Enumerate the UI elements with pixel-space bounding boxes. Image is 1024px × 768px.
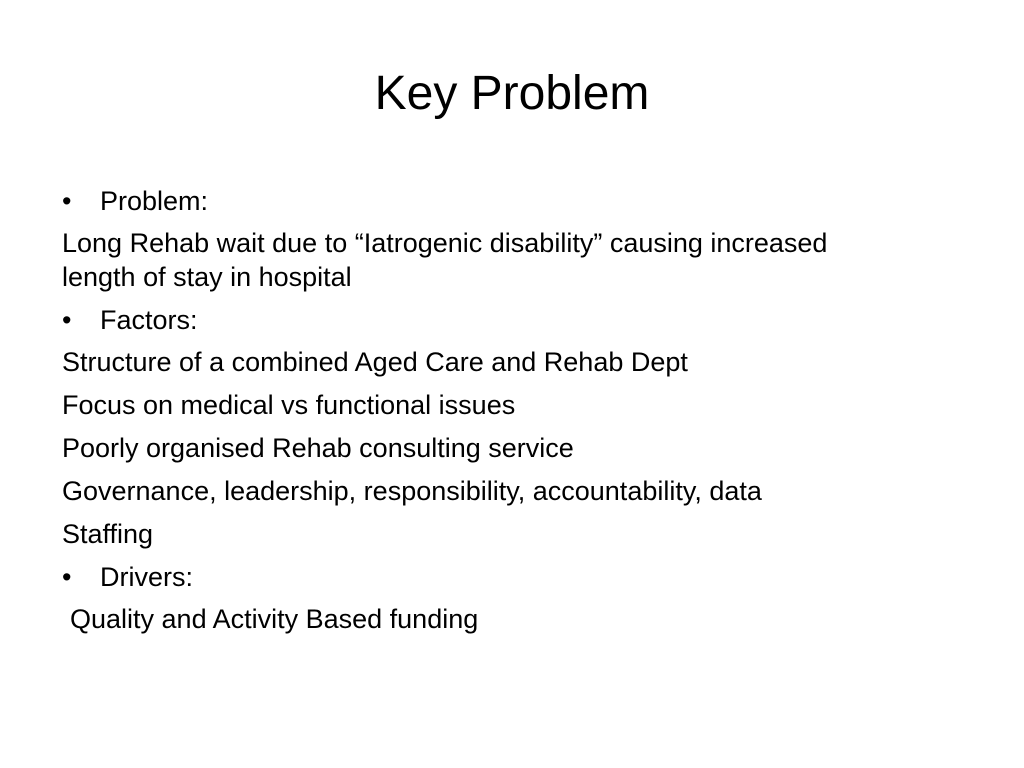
- bullet-item-drivers: [62, 560, 962, 594]
- slide-body: [62, 180, 962, 645]
- factor-line: Structure of a combined Aged Care and Rehab Dept: [62, 347, 688, 377]
- factor-line: Poorly organised Rehab consulting service: [62, 433, 574, 463]
- factor-line: Staffing: [62, 519, 154, 549]
- bullet-item-problem: [62, 184, 962, 218]
- bullet-item-factors: [62, 303, 962, 337]
- bullet-heading-drivers: Drivers:: [100, 562, 193, 592]
- slide-title: Key Problem: [374, 67, 650, 120]
- bullet-icon: •: [62, 305, 72, 335]
- factor-line: Focus on medical vs functional issues: [62, 390, 516, 420]
- bullet-icon: •: [62, 186, 72, 216]
- problem-text: Long Rehab wait due to “Iatrogenic disability” causing increased length of stay in hospital: [62, 228, 828, 292]
- driver-line: Quality and Activity Based funding: [70, 604, 479, 634]
- bullet-heading-factors: Factors:: [100, 305, 198, 335]
- bullet-icon: •: [62, 562, 72, 592]
- bullet-heading-problem: Problem:: [100, 186, 209, 216]
- factor-line: Governance, leadership, responsibility, accountability, data: [62, 476, 762, 506]
